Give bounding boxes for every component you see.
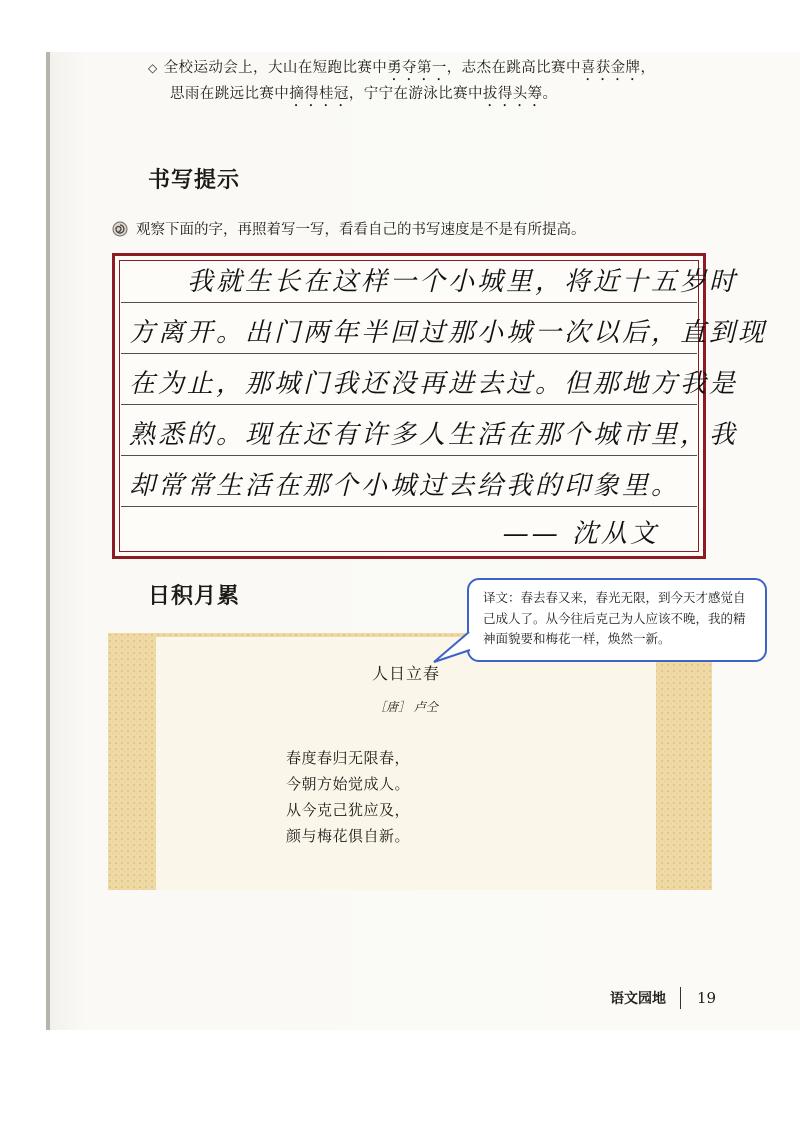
handwriting-line-1: 我就生长在这样一个小城里，将近十五岁时 <box>129 267 739 297</box>
exercise-line-2 <box>170 82 557 110</box>
exercise-text: ，志杰在跳高比赛中 <box>446 60 581 76</box>
footer-divider <box>680 987 681 1009</box>
section-title-daily-accumulation: 日积月累 <box>148 584 241 609</box>
exercise-text: 。 <box>542 86 558 102</box>
emphasized-phrase: 喜获金牌 <box>580 60 641 76</box>
emphasized-phrase: 勇夺第一 <box>387 60 447 76</box>
poem-author: ［唐］ 卢仝 <box>374 700 438 714</box>
poem-inner-panel <box>156 637 656 890</box>
exercise-line-1 <box>148 56 655 84</box>
handwriting-signature: —— 沈从文 <box>502 519 659 549</box>
handwriting-box <box>112 253 768 559</box>
handwriting-line-2: 方离开。出门两年半回过那小城一次以后，直到现 <box>129 318 768 348</box>
callout-tail <box>432 630 472 664</box>
poem-panel <box>108 633 712 890</box>
writing-instruction-text: 观察下面的字，再照着写一写，看看自己的书写速度是不是有所提高。 <box>136 222 586 238</box>
handwriting-line-5: 却常常生活在那个小城过去给我的印象里。 <box>129 471 681 501</box>
exercise-line-1-text <box>164 60 656 76</box>
handwriting-line-4: 熟悉的。现在还有许多人生活在那个城市里，我 <box>129 420 739 450</box>
poem-line-2: 今朝方始觉成人。 <box>286 775 411 793</box>
poem-line-1: 春度春归无限春， <box>286 749 411 767</box>
footer-section-name: 语文园地 <box>610 991 666 1007</box>
exercise-text: ，宁宁在游泳比赛中 <box>348 86 483 102</box>
page-spine <box>46 52 50 1030</box>
poem-line-3: 从今克己犹应及， <box>286 801 411 819</box>
translation-callout: 译文：春去春又来，春光无限，到今天才感觉自己成人了。从今往后克己为人应该不晚，我的精神面貌要和梅花一样，焕然一新。 <box>467 578 767 662</box>
swirl-bullet-icon <box>112 221 128 237</box>
emphasized-phrase: 拔得头筹 <box>482 86 543 102</box>
emphasized-phrase: 摘得桂冠 <box>289 86 349 102</box>
exercise-text: 思雨在跳远比赛中 <box>170 86 290 102</box>
poem-line-4: 颜与梅花俱自新。 <box>286 827 411 845</box>
diamond-bullet-icon: ◇ <box>148 61 158 75</box>
section-title-writing-tips: 书写提示 <box>148 168 241 193</box>
page-footer <box>610 987 716 1009</box>
writing-instruction <box>112 218 586 239</box>
poem-title: 人日立春 <box>371 664 440 683</box>
handwriting-line-3: 在为止，那城门我还没再进去过。但那地方我是 <box>129 369 739 399</box>
exercise-text: ， <box>640 60 656 76</box>
exercise-line-2-text <box>170 86 557 102</box>
page-number: 19 <box>697 989 717 1007</box>
exercise-text: 全校运动会上，大山在短跑比赛中 <box>163 60 388 76</box>
poem-body <box>286 745 410 849</box>
